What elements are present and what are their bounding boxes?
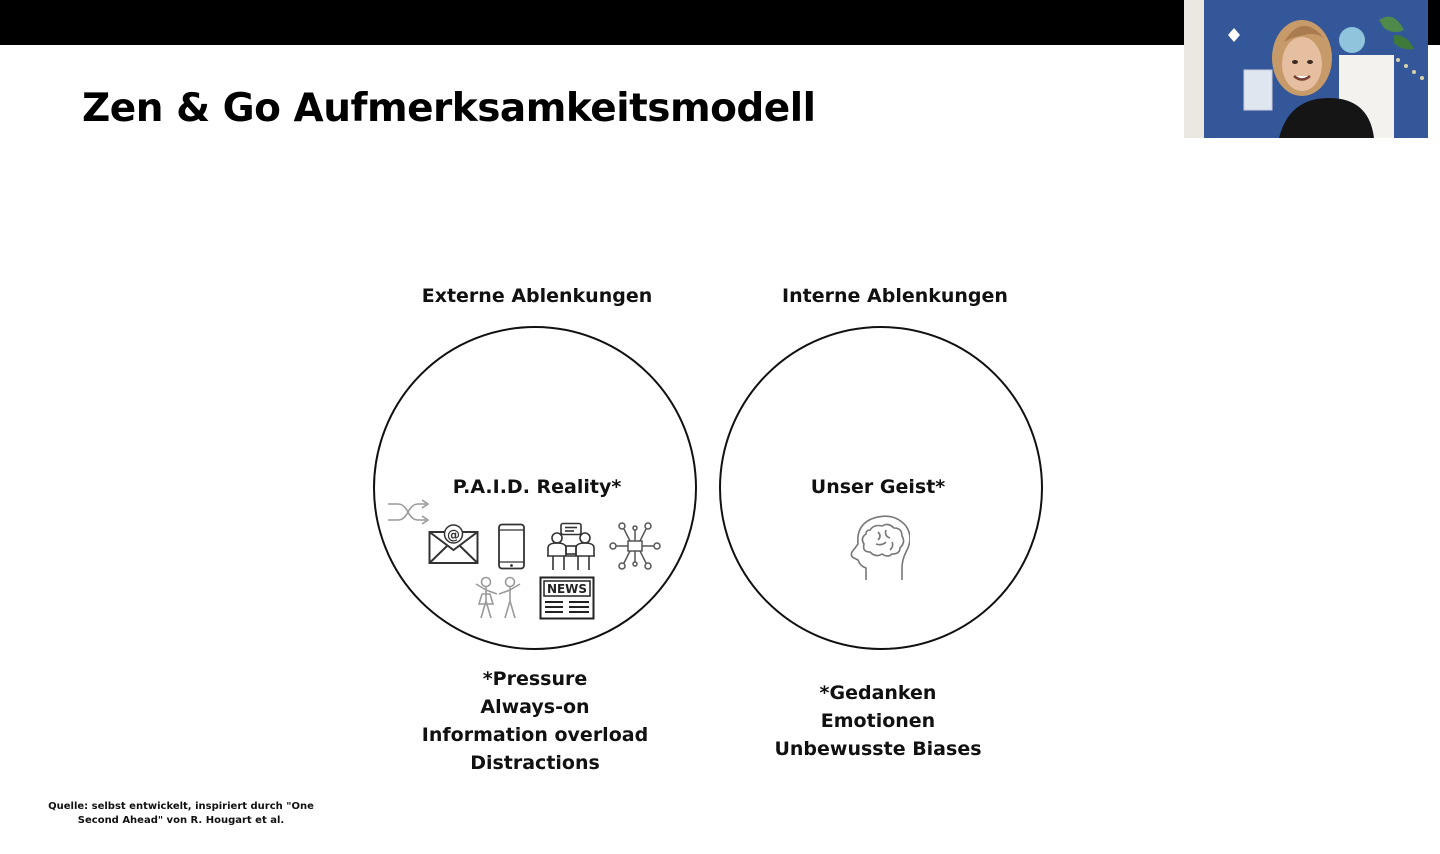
right-list xyxy=(728,679,1028,763)
right-list-item: Emotionen xyxy=(820,710,936,732)
source-note: Quelle: selbst entwickelt, inspiriert durch "One Second Ahead" von R. Hougart et al. xyxy=(48,801,314,826)
right-list-item: Unbewusste Biases xyxy=(774,738,982,760)
right-circle-label: Unser Geist* xyxy=(810,476,946,498)
email-icon-at-sign: @ xyxy=(447,528,460,543)
smartphone-icon xyxy=(497,523,527,571)
left-list xyxy=(385,665,685,777)
children-icon xyxy=(471,576,525,620)
left-list-item: Information overload xyxy=(421,724,649,746)
right-list-item: *Gedanken xyxy=(819,682,937,704)
webcam-video-thumbnail[interactable] xyxy=(1184,0,1428,138)
network-icon xyxy=(609,522,661,570)
left-list-item: Distractions xyxy=(470,752,600,774)
slide-title: Zen & Go Aufmerksamkeitsmodell xyxy=(82,86,816,131)
right-column-heading: Interne Ablenkungen xyxy=(782,285,1008,307)
left-list-item: *Pressure xyxy=(482,668,588,690)
left-column-heading: Externe Ablenkungen xyxy=(421,285,653,307)
news-icon xyxy=(539,576,595,620)
left-circle-label: P.A.I.D. Reality* xyxy=(452,476,622,498)
left-list-item: Always-on xyxy=(480,696,590,718)
news-icon-text: NEWS xyxy=(546,582,588,596)
shuffle-icon xyxy=(386,498,432,526)
email-icon xyxy=(428,524,480,566)
meeting-icon xyxy=(545,522,597,572)
webcam-person-image xyxy=(1184,0,1428,138)
head-brain-icon xyxy=(848,514,910,582)
